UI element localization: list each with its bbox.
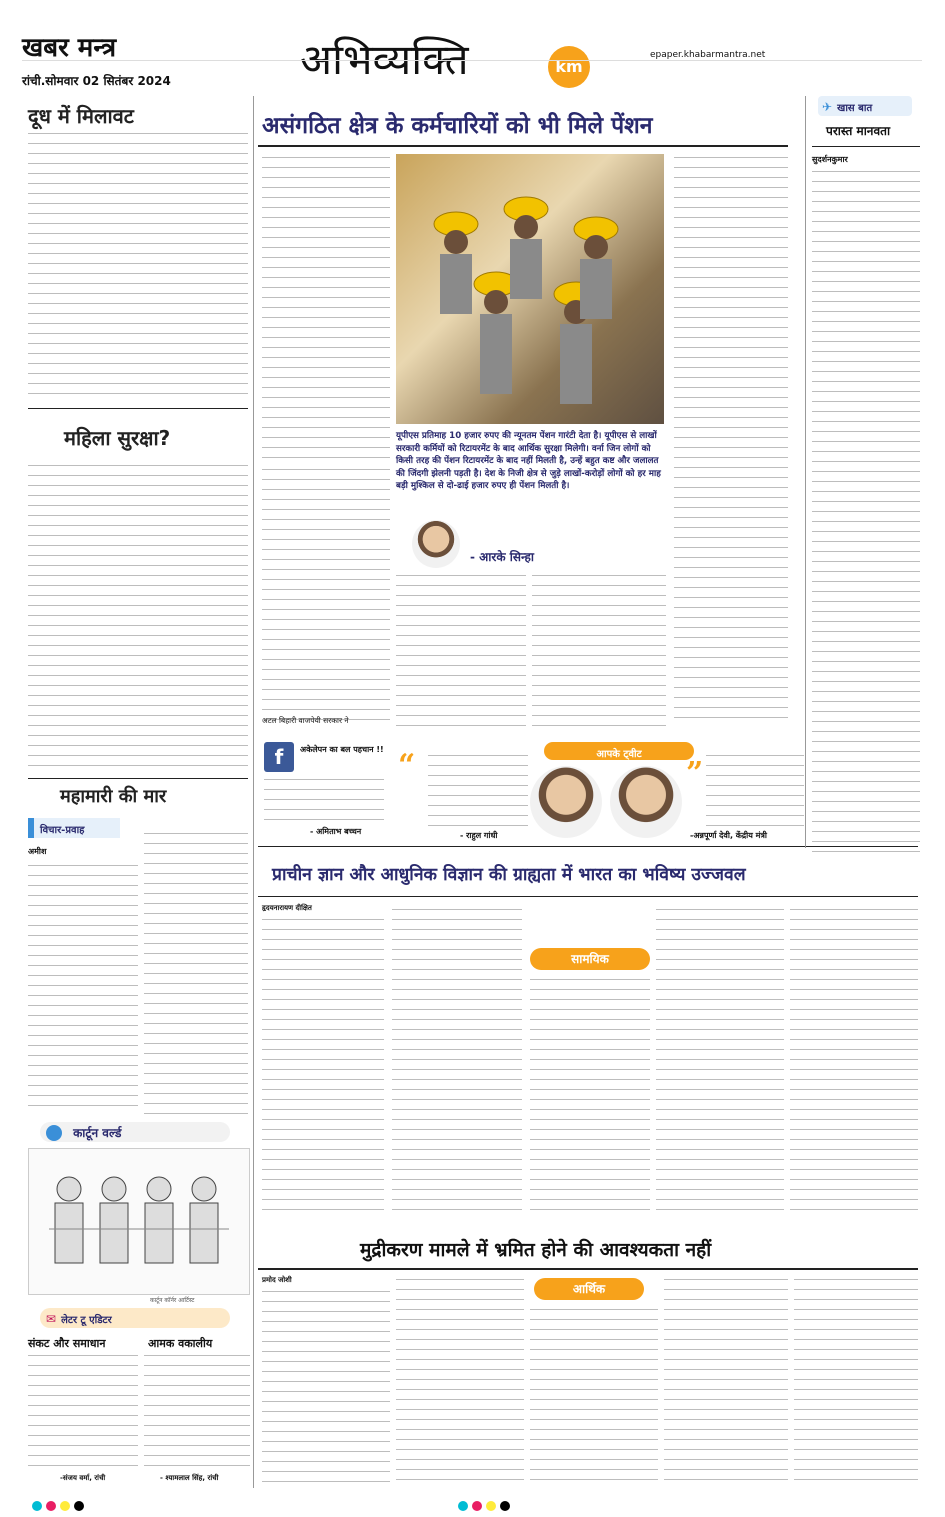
bottom-author: प्रमोद जोशी — [262, 1276, 292, 1284]
bottom-headline: मुद्रीकरण मामले में भ्रमित होने की आवश्यकता नहीं — [360, 1239, 712, 1261]
khaas-title: परास्त मानवता — [826, 124, 891, 138]
km-logo-icon: km — [548, 46, 590, 88]
tweet-label: आपके ट्वीट — [596, 749, 642, 760]
pension-body-col2 — [262, 466, 390, 726]
fb-author: - अमिताभ बच्चन — [310, 827, 362, 836]
cartoon-label: कार्टून वर्ल्ड — [73, 1126, 122, 1140]
bottom-body-col5 — [794, 1276, 918, 1484]
quote-mark-icon: “ — [398, 748, 416, 783]
letter2-title: आमक वकालीय — [148, 1337, 213, 1350]
pension-closing: अटल बिहारी वाजपेयी सरकार ने — [262, 716, 349, 725]
vichar-label: विचार-प्रवाह — [40, 825, 85, 836]
tweet2-body — [706, 752, 804, 826]
author-portrait — [412, 520, 460, 568]
mahamari-author: अमीश — [28, 847, 47, 856]
middle-author: हृदयनारायण दीक्षित — [262, 904, 312, 912]
cartoon-image — [28, 1148, 250, 1295]
tweet2-author: -अन्नपूर्णा देवी, केंद्रीय मंत्री — [690, 831, 767, 840]
pension-body-col1 — [262, 154, 390, 464]
registration-dots — [22, 60, 922, 65]
registration-marks — [30, 1496, 920, 1510]
middle-headline: प्राचीन ज्ञान और आधुनिक विज्ञान की ग्राह्यता में भारत का भविष्य उज्जवल — [272, 865, 746, 885]
bottom-body-col2 — [396, 1276, 524, 1484]
tweet-badge — [544, 742, 694, 760]
mahamari-body-col1 — [28, 862, 138, 1114]
samayik-badge — [530, 948, 650, 970]
aarthik-badge — [534, 1278, 644, 1300]
pension-body-col4 — [532, 572, 666, 726]
middle-body-col2 — [392, 906, 522, 1216]
rahul-photo — [530, 766, 602, 838]
cartoon-badge — [40, 1122, 230, 1142]
workers-photo — [396, 154, 664, 424]
khaas-label: खास बात — [837, 103, 873, 114]
pension-headline: असंगठित क्षेत्र के कर्मचारियों को भी मिले पेंशन — [262, 113, 653, 139]
letter1-title: संकट और समाधान — [28, 1337, 106, 1350]
middle-body-col3 — [530, 976, 650, 1216]
plane-icon: ✈ — [822, 100, 833, 114]
tweet1-author: - राहुल गांधी — [460, 831, 498, 840]
globe-icon — [46, 1125, 62, 1141]
bottom-body-col1 — [262, 1288, 390, 1484]
letter2-body — [144, 1352, 250, 1470]
section-title: अभिव्यक्ति — [300, 35, 469, 84]
bottom-body-col4 — [664, 1276, 788, 1484]
milavat-heading: दूध में मिलावट — [28, 104, 134, 128]
vichar-badge — [28, 818, 120, 838]
mahamari-body-col2 — [144, 830, 248, 1114]
khaas-badge — [818, 96, 912, 116]
letter-label: लेटर टू एडिटर — [61, 1315, 112, 1326]
cartoon-caption: कार्टून कॉर्नर आर्टिस्ट — [150, 1297, 195, 1304]
letter2-sign: - श्यामलाल सिंह, रांची — [160, 1474, 219, 1482]
aarthik-label: आर्थिक — [572, 1282, 606, 1296]
samayik-label: सामयिक — [571, 952, 609, 966]
fb-body — [264, 776, 384, 822]
annapurna-photo — [610, 766, 682, 838]
letter1-body — [28, 1352, 138, 1470]
dateline: रांची.सोमवार 02 सितंबर 2024 — [22, 74, 171, 88]
cartoon-drawing — [29, 1149, 249, 1294]
fb-heading: अकेलेपन का बल पहचान !! — [300, 745, 384, 754]
letter1-sign: -संजय वर्मा, रांची — [60, 1474, 106, 1482]
pullquote-text: यूपीएस प्रतिमाह 10 हजार रुपए की न्यूनतम पेंशन गारंटी देता है। यूपीएस से लाखों सरकारी कर्मियों को रिटायरमेंट के बाद आर्थिक सुरक्षा मिलेगी। वर्ना जिन लोगों को किसी तरह की पेंशन रिटायरमेंट के बाद नहीं मिलती है, उन्हें बहुत कष्ट और जलालत की जिंदगी झेलनी पड़ती है। देश के निजी क्षेत्र से जुड़े लाखों-करोड़ों लोगों को हर माह बड़ी मुश्किल से दो-ढाई हजार रुपए ही पेंशन मिलती है। — [396, 431, 661, 491]
brand-logo: खबर मन्त्र — [22, 33, 117, 63]
envelope-icon: ✉ — [46, 1312, 57, 1326]
mahamari-heading: महामारी की मार — [60, 786, 167, 807]
fb-icon: f — [264, 742, 294, 772]
middle-body-col4 — [656, 906, 784, 1216]
pension-body-col3 — [396, 572, 526, 726]
khaas-body — [812, 168, 920, 856]
workers-illustration — [396, 154, 664, 424]
khaas-author: सुदर्शनकुमार — [812, 155, 848, 164]
tweet1-body — [428, 752, 528, 826]
letter-badge — [40, 1308, 230, 1328]
epaper-url[interactable]: epaper.khabarmantra.net — [650, 50, 766, 60]
middle-body-col5 — [790, 906, 918, 1216]
mahila-heading: महिला सुरक्षा? — [64, 426, 171, 450]
pension-body-col5 — [674, 154, 788, 726]
mahila-body — [28, 462, 248, 768]
middle-body-col1 — [262, 916, 384, 1216]
bottom-body-col3 — [530, 1306, 658, 1484]
pension-author: - आरके सिन्हा — [470, 550, 535, 564]
quote-mark-icon-2: ” — [686, 756, 704, 791]
milavat-body — [28, 130, 248, 396]
